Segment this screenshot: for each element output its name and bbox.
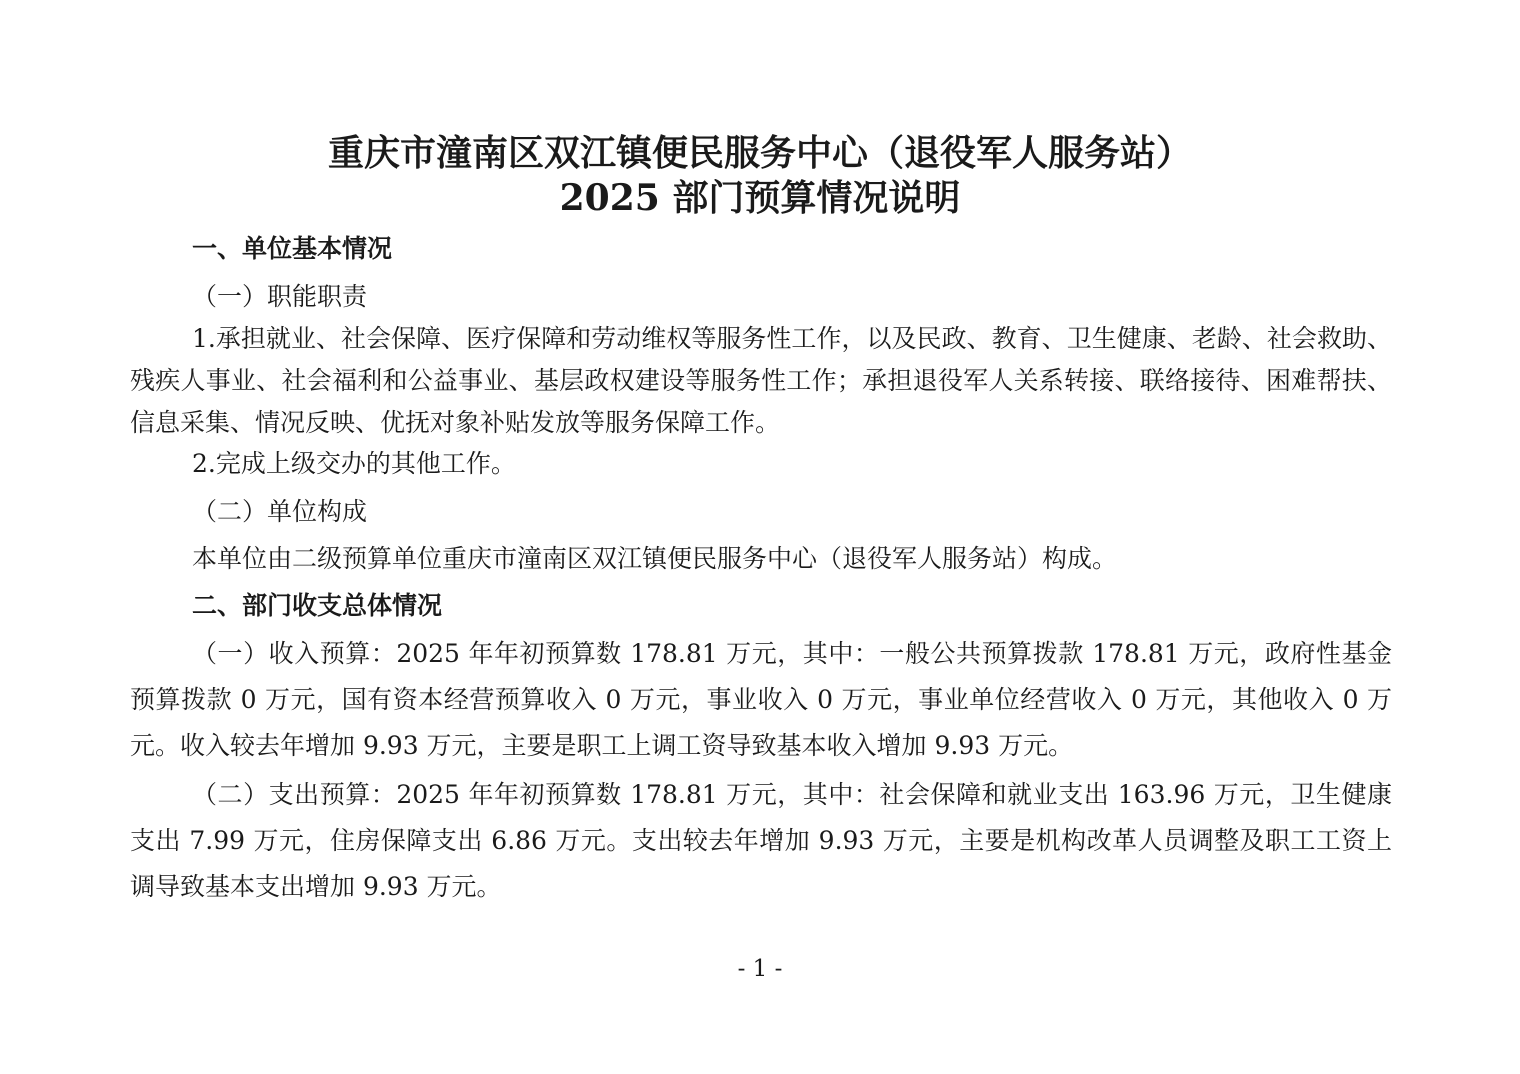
income-budget-label: （一）收入预算： <box>192 639 397 668</box>
expense-budget-text: 2025 年年初预算数 178.81 万元，其中：社会保障和就业支出 163.96 万元，卫生健康支出 7.99 万元，住房保障支出 6.86 万元。支出较去年增加 9.93 万元，主要是机构改革人员调整及职工工资上调导致基本支出增加 9.93 万元。 <box>130 780 1392 901</box>
paragraph-expense-budget <box>130 772 1392 910</box>
expense-budget-label: （二）支出预算： <box>192 780 397 809</box>
paragraph-function-item-1: 1.承担就业、社会保障、医疗保障和劳动维权等服务性工作，以及民政、教育、卫生健康、老龄、社会救助、残疾人事业、社会福利和公益事业、基层政权建设等服务性工作；承担退役军人关系转接、联络接待、困难帮扶、信息采集、情况反映、优抚对象补贴发放等服务保障工作。 <box>130 324 1392 437</box>
paragraph-function-item-2: 2.完成上级交办的其他工作。 <box>192 449 516 478</box>
document-title-line-1: 重庆市潼南区双江镇便民服务中心（退役军人服务站） <box>327 132 1192 174</box>
subheading-composition: （二）单位构成 <box>192 497 368 526</box>
subheading-functions: （一）职能职责 <box>192 282 368 311</box>
page-number: - 1 - <box>737 956 783 982</box>
section-heading-revenue-expenditure: 二、部门收支总体情况 <box>192 591 443 620</box>
income-budget-text: 2025 年年初预算数 178.81 万元，其中：一般公共预算拨款 178.81 万元，政府性基金预算拨款 0 万元，国有资本经营预算收入 0 万元，事业收入 0 万元，事业单位经营收入 0 万元，其他收入 0 万元。收入较去年增加 9.93 万元，主要是职工上调工资导致基本收入增加 9.93 万元。 <box>130 639 1392 760</box>
paragraph-income-budget <box>130 631 1392 769</box>
section-heading-unit-basics: 一、单位基本情况 <box>192 234 393 263</box>
document-title-line-2: 2025 部门预算情况说明 <box>559 177 961 219</box>
paragraph-composition: 本单位由二级预算单位重庆市潼南区双江镇便民服务中心（退役军人服务站）构成。 <box>192 544 1118 573</box>
